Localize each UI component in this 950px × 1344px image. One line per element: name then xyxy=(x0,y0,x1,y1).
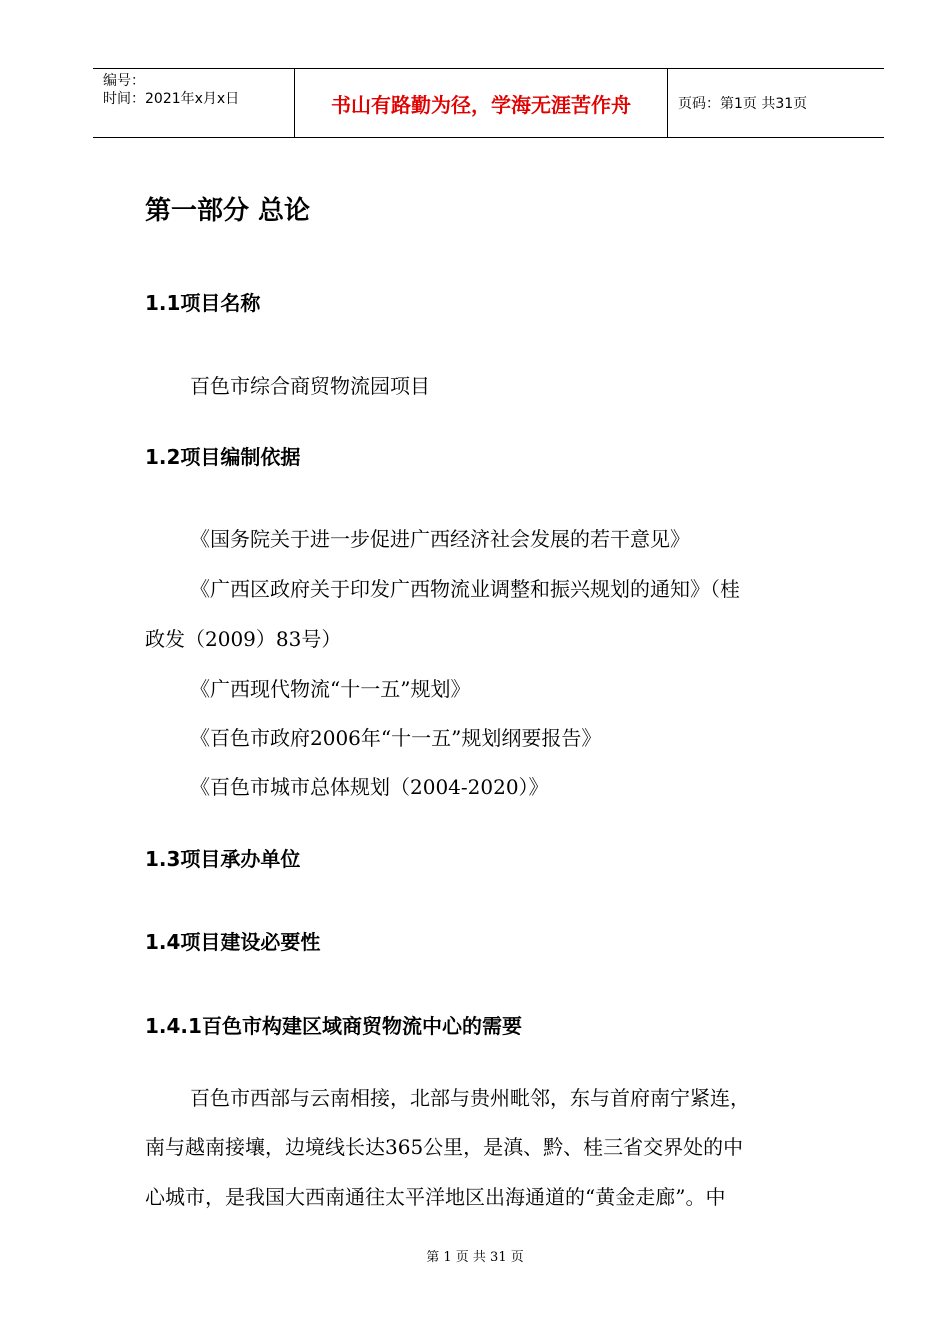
header-motto: 书山有路勤为径，学海无涯苦作舟 xyxy=(295,69,668,137)
section-1-1-body: 百色市综合商贸物流园项目 xyxy=(190,374,430,398)
header-date-label: 时间：2021年x月x日 xyxy=(103,91,240,107)
body-paragraph-line: 心城市，是我国大西南通往太平洋地区出海通道的“黄金走廊”。中 xyxy=(145,1185,726,1209)
header-meta-cell xyxy=(93,69,295,137)
section-1-1-title: 1.1项目名称 xyxy=(145,291,261,315)
page-footer: 第 1 页 共 31 页 xyxy=(426,1250,524,1265)
page-header-table xyxy=(93,68,884,138)
section-1-3-title: 1.3项目承办单位 xyxy=(145,847,301,871)
reference-item: 《百色市城市总体规划（2004-2020）》 xyxy=(190,775,549,799)
section-1-4-1-title: 1.4.1百色市构建区域商贸物流中心的需要 xyxy=(145,1014,522,1038)
part-title: 第一部分 总论 xyxy=(145,196,311,226)
header-serial-label: 编号： xyxy=(103,73,145,89)
reference-item: 《百色市政府2006年“十一五”规划纲要报告》 xyxy=(190,726,602,750)
reference-item-continuation: 政发（2009）83号） xyxy=(145,627,342,651)
section-1-2-title: 1.2项目编制依据 xyxy=(145,445,301,469)
reference-item: 《广西区政府关于印发广西物流业调整和振兴规划的通知》（桂 xyxy=(190,577,740,601)
reference-item: 《国务院关于进一步促进广西经济社会发展的若干意见》 xyxy=(190,527,690,551)
reference-item: 《广西现代物流“十一五”规划》 xyxy=(190,677,471,701)
header-page-info: 页码：第1页 共31页 xyxy=(678,96,808,112)
section-1-4-title: 1.4项目建设必要性 xyxy=(145,930,321,954)
body-paragraph-line: 南与越南接壤，边境线长达365公里，是滇、黔、桂三省交界处的中 xyxy=(145,1135,744,1159)
body-paragraph-line: 百色市西部与云南相接，北部与贵州毗邻，东与首府南宁紧连， xyxy=(190,1086,750,1110)
